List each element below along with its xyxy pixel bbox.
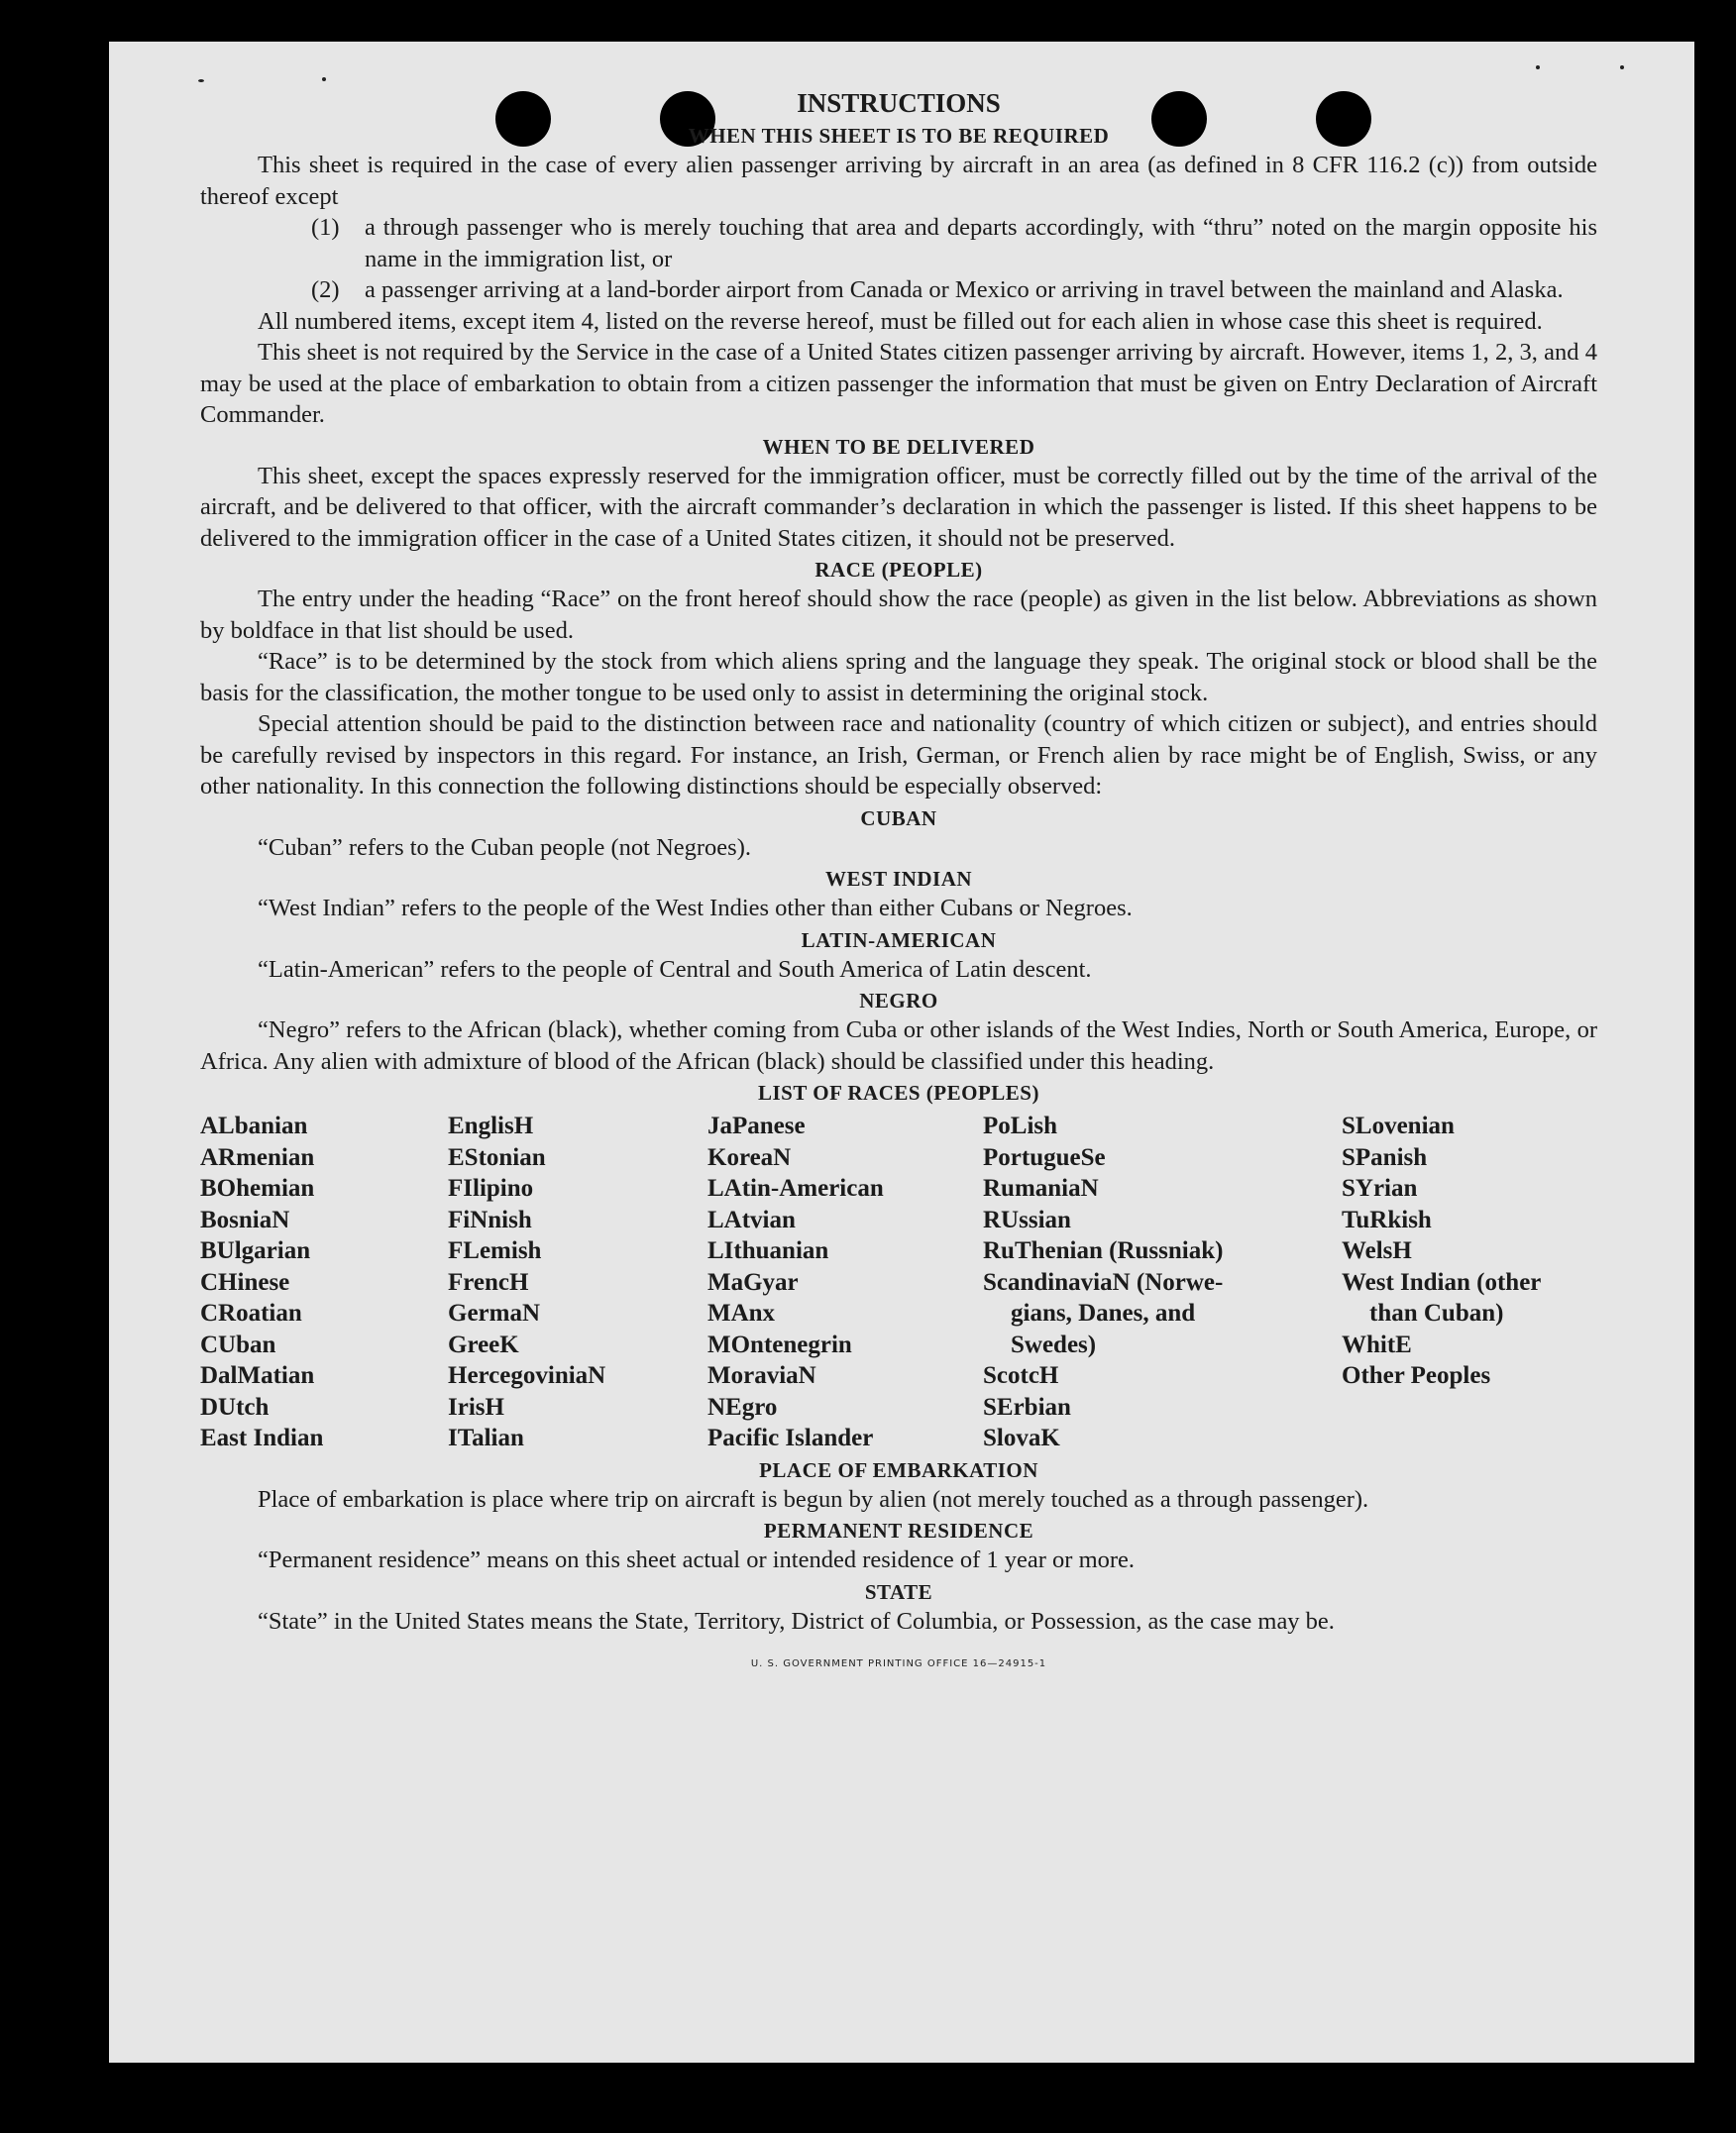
item-number: (2) xyxy=(311,276,340,303)
race-item: DUtch xyxy=(200,1393,270,1421)
list-item xyxy=(311,274,1597,306)
race-item: WhitE xyxy=(1342,1331,1412,1358)
paragraph: “State” in the United States means the State, Territory, District of Columbia, or Possession, as the case may be. xyxy=(258,1607,1335,1635)
race-item: RUssian xyxy=(983,1206,1071,1233)
item-text: a passenger arriving at a land-border airport from Canada or Mexico or arriving in travel between the mainland and Alaska. xyxy=(365,276,1564,303)
race-item: BOhemian xyxy=(200,1175,315,1202)
race-item: LAtin-American xyxy=(707,1175,884,1202)
paragraph: All numbered items, except item 4, listed on the reverse hereof, must be filled out for each alien in whose case this sheet is required. xyxy=(258,307,1543,335)
race-item: TuRkish xyxy=(1342,1206,1432,1233)
race-item: HercegoviniaN xyxy=(448,1362,606,1389)
race-item: SYrian xyxy=(1342,1175,1418,1202)
race-item: PortugueSe xyxy=(983,1143,1106,1171)
scan-speck xyxy=(322,77,326,81)
race-item: MoraviaN xyxy=(707,1362,816,1389)
race-item: BUlgarian xyxy=(200,1237,311,1264)
race-item: GermaN xyxy=(448,1300,541,1327)
race-item: SlovaK xyxy=(983,1425,1060,1451)
race-item: ScotcH xyxy=(983,1362,1059,1389)
race-item: CRoatian xyxy=(200,1300,302,1327)
item-number: (1) xyxy=(311,214,340,241)
race-item: EStonian xyxy=(448,1143,546,1171)
race-item: ScandinaviaN (Norwe- xyxy=(983,1268,1224,1296)
races-column xyxy=(707,1111,983,1454)
scan-speck xyxy=(1620,65,1624,69)
page-title: INSTRUCTIONS xyxy=(797,88,1001,118)
races-column xyxy=(448,1111,707,1454)
race-item: MAnx xyxy=(707,1300,776,1327)
race-item: GreeK xyxy=(448,1331,519,1358)
race-item: IrisH xyxy=(448,1393,504,1421)
race-item: SPanish xyxy=(1342,1143,1428,1171)
race-item-continued: gians, Danes, and xyxy=(1011,1300,1196,1327)
paragraph: “Latin-American” refers to the people of Central and South America of Latin descent. xyxy=(258,955,1092,983)
section-heading: WEST INDIAN xyxy=(824,867,973,891)
races-list xyxy=(200,1111,1597,1454)
paragraph: Special attention should be paid to the distinction between race and nationality (country of which citizen or subject), and entries should be carefully revised by inspectors in this regard. For instance, an Irish, German, or French alien by race might be of English, Swiss, or any other nationality. In this connection the following distinctions should be especially observed: xyxy=(200,710,1597,800)
race-item: RuThenian (Russniak) xyxy=(983,1237,1224,1264)
section-heading: STATE xyxy=(864,1579,933,1604)
printer-imprint: U. S. GOVERNMENT PRINTING OFFICE 16—24915-1 xyxy=(750,1658,1047,1669)
race-item: FIlipino xyxy=(448,1175,534,1202)
race-item-continued: Swedes) xyxy=(1011,1331,1097,1358)
paragraph: “West Indian” refers to the people of the West Indies other than either Cubans or Negroes. xyxy=(258,895,1133,921)
race-item: LIthuanian xyxy=(707,1237,829,1264)
race-item: ITalian xyxy=(448,1425,524,1451)
race-item: East Indian xyxy=(200,1425,324,1451)
race-item: EnglisH xyxy=(448,1113,534,1139)
race-item: FLemish xyxy=(448,1237,542,1264)
paragraph: Place of embarkation is place where trip on aircraft is begun by alien (not merely touched as a through passenger). xyxy=(258,1485,1369,1513)
race-item: Pacific Islander xyxy=(707,1425,874,1451)
section-heading: WHEN TO BE DELIVERED xyxy=(762,434,1035,459)
race-item: FrencH xyxy=(448,1268,529,1296)
race-item: Other Peoples xyxy=(1342,1362,1491,1389)
race-item: NEgro xyxy=(707,1393,778,1421)
races-column xyxy=(1342,1111,1597,1454)
races-column xyxy=(200,1111,448,1454)
race-item: MaGyar xyxy=(707,1268,799,1296)
race-item: KoreaN xyxy=(707,1143,792,1171)
race-item: BosniaN xyxy=(200,1206,290,1233)
scan-speck xyxy=(1536,65,1540,69)
race-item: LAtvian xyxy=(707,1206,796,1233)
section-heading: PERMANENT RESIDENCE xyxy=(763,1519,1034,1543)
race-item-continued: than Cuban) xyxy=(1369,1300,1504,1327)
paragraph: “Race” is to be determined by the stock from which aliens spring and the language they speak. The original stock or blood shall be the basis for the classification, the mother tongue to be used only to assist in determining the original stock. xyxy=(200,648,1597,706)
document-page xyxy=(109,42,1694,2063)
section-heading: RACE (PEOPLE) xyxy=(814,558,983,582)
race-item: ARmenian xyxy=(200,1143,315,1171)
section-heading: NEGRO xyxy=(859,989,938,1013)
paragraph: “Permanent residence” means on this sheet actual or intended residence of 1 year or more. xyxy=(258,1546,1136,1573)
section-heading: LATIN-AMERICAN xyxy=(801,927,997,952)
paragraph: “Cuban” refers to the Cuban people (not Negroes). xyxy=(258,833,751,861)
paragraph: This sheet, except the spaces expressly reserved for the immigration officer, must be correctly filled out by the time of the arrival of the aircraft, and be delivered to that officer, with the aircraft commander’s declaration in which the passenger is listed. If this sheet happens to be delivered to the immigration officer in the case of a United States citizen, it should not be preserved. xyxy=(200,462,1597,552)
race-item: CHinese xyxy=(200,1268,290,1296)
race-item: FiNnish xyxy=(448,1206,532,1233)
race-item: MOntenegrin xyxy=(707,1331,852,1358)
paragraph: This sheet is required in the case of every alien passenger arriving by aircraft in an area (as defined in 8 CFR 116.2 (c)) from outside thereof except xyxy=(200,152,1597,210)
paragraph: This sheet is not required by the Service in the case of a United States citizen passenger arriving by aircraft. However, items 1, 2, 3, and 4 may be used at the place of embarkation to obtain from a citizen passenger the information that must be given on Entry Declaration of Aircraft Commander. xyxy=(200,339,1597,428)
race-item: West Indian (other xyxy=(1342,1268,1542,1296)
races-column xyxy=(983,1111,1342,1454)
race-item: WelsH xyxy=(1342,1237,1412,1264)
section-heading: CUBAN xyxy=(860,805,937,830)
instructions-text xyxy=(200,86,1597,1680)
race-item: CUban xyxy=(200,1331,276,1358)
race-item: JaPanese xyxy=(707,1113,806,1139)
section-heading: WHEN THIS SHEET IS TO BE REQUIRED xyxy=(688,124,1110,148)
paragraph: The entry under the heading “Race” on the front hereof should show the race (people) as given in the list below. Abbreviations as shown by boldface in that list should be used. xyxy=(200,586,1597,644)
scan-speck xyxy=(198,79,204,82)
race-item: SLovenian xyxy=(1342,1113,1455,1139)
race-item: ALbanian xyxy=(200,1113,308,1139)
race-item: RumaniaN xyxy=(983,1175,1099,1202)
race-item: SErbian xyxy=(983,1393,1071,1421)
race-item: PoLish xyxy=(983,1113,1058,1139)
section-heading: PLACE OF EMBARKATION xyxy=(759,1457,1038,1482)
item-text: a through passenger who is merely touching that area and departs accordingly, with “thru” noted on the margin opposite his name in the immigration list, or xyxy=(365,214,1597,272)
section-heading: LIST OF RACES (PEOPLES) xyxy=(758,1081,1039,1105)
paragraph: “Negro” refers to the African (black), whether coming from Cuba or other islands of the West Indies, North or South America, Europe, or Africa. Any alien with admixture of blood of the African (black) should be classified under this heading. xyxy=(200,1016,1597,1075)
race-item: DalMatian xyxy=(200,1362,315,1389)
list-item xyxy=(311,212,1597,274)
